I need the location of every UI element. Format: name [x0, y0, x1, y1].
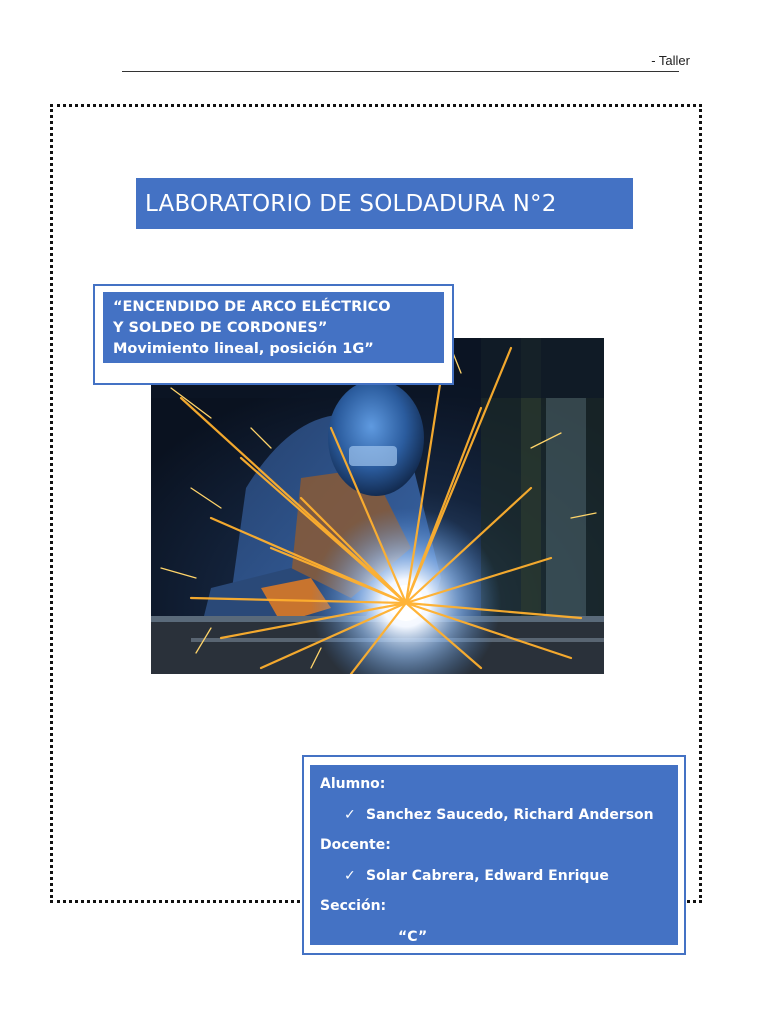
subtitle-line-2: Y SOLDEO DE CORDONES” [113, 320, 328, 336]
title-banner [136, 178, 633, 229]
student-row [320, 800, 668, 831]
section-value: “C” [398, 928, 428, 945]
header-label: - Taller [651, 53, 690, 68]
header-rule [122, 71, 679, 72]
subtitle-line-3: Movimiento lineal, posición 1G” [113, 341, 374, 357]
teacher-label: Docente: [320, 837, 391, 853]
teacher-name: Solar Cabrera, Edward Enrique [366, 867, 609, 884]
info-panel [310, 765, 678, 945]
teacher-row [320, 861, 668, 892]
welding-photo [151, 338, 604, 674]
page-title: LABORATORIO DE SOLDADURA N°2 [145, 190, 557, 217]
student-name: Sanchez Saucedo, Richard Anderson [366, 806, 654, 823]
section-label: Sección: [320, 898, 387, 914]
subtitle-box [93, 284, 454, 385]
check-icon: ✓ [344, 806, 356, 823]
check-icon: ✓ [344, 867, 356, 884]
info-box [302, 755, 686, 955]
subtitle-panel [103, 292, 444, 363]
student-label: Alumno: [320, 776, 386, 792]
subtitle-line-1: “ENCENDIDO DE ARCO ELÉCTRICO [113, 299, 391, 315]
welder-sparks-photo [151, 338, 604, 674]
